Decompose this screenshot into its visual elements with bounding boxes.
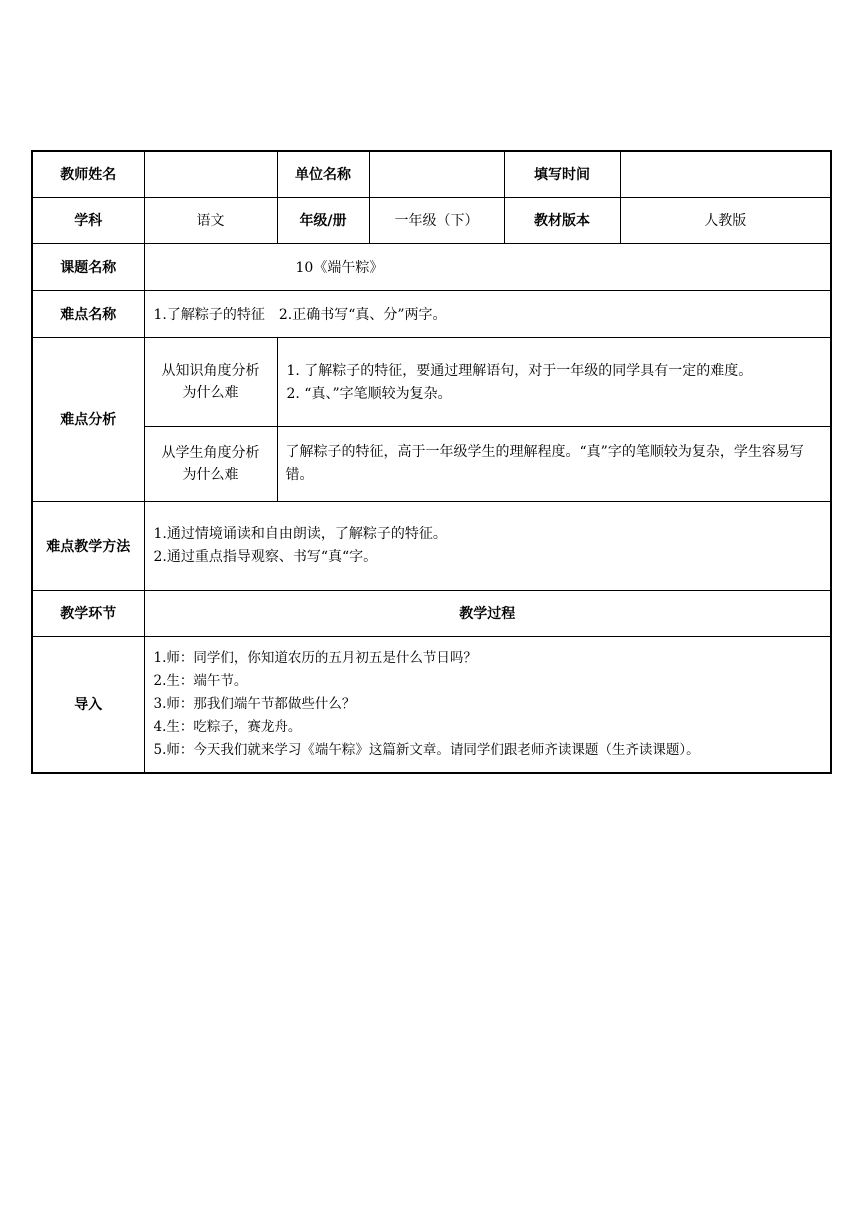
subject-row (32, 197, 831, 243)
method-line: 2.通过重点指导观察、书写“真“字。 (153, 548, 378, 565)
intro-line: 3.师：那我们端午节都做些什么？ (153, 695, 356, 712)
knowledge-question (144, 337, 277, 426)
topic-label: 课题名称 (32, 243, 144, 290)
fill-time-label: 填写时间 (504, 151, 620, 197)
student-question (144, 426, 277, 501)
method-lines (144, 501, 831, 590)
topic-value: 10《端午粽》 (144, 243, 831, 290)
subject-value: 语文 (144, 197, 277, 243)
intro-line: 4.生：吃粽子，赛龙舟。 (153, 718, 302, 735)
intro-label: 导入 (32, 636, 144, 773)
unit-name-label: 单位名称 (277, 151, 369, 197)
knowledge-question-line: 为什么难 (182, 384, 239, 401)
info-row (32, 151, 831, 197)
analysis-student-row (32, 426, 831, 501)
method-line: 1.通过情境诵读和自由朗读，了解粽子的特征。 (153, 525, 447, 542)
knowledge-answer-line: 1. 了解粽子的特征，要通过理解语句，对于一年级的同学具有一定的难度。 (286, 362, 753, 379)
teacher-name-value (144, 151, 277, 197)
difficulty-label: 难点名称 (32, 290, 144, 337)
teacher-name-label: 教师姓名 (32, 151, 144, 197)
intro-row (32, 636, 831, 773)
topic-row (32, 243, 831, 290)
intro-line: 5.师：今天我们就来学习《端午粽》这篇新文章。请同学们跟老师齐读课题（生齐读课题）。 (153, 741, 700, 758)
lesson-plan-table (31, 150, 832, 774)
method-row (32, 501, 831, 590)
analysis-knowledge-row (32, 337, 831, 426)
stage-label: 教学环节 (32, 590, 144, 636)
knowledge-answer-line: 2. “真、”字笔顺较为复杂。 (286, 385, 452, 402)
intro-line: 1.师：同学们，你知道农历的五月初五是什么节日吗？ (153, 649, 477, 666)
student-question-line: 为什么难 (182, 466, 239, 483)
intro-line: 2.生：端午节。 (153, 672, 248, 689)
process-label: 教学过程 (144, 590, 831, 636)
edition-value: 人教版 (620, 197, 831, 243)
unit-name-value (369, 151, 504, 197)
student-question-line: 从学生角度分析 (161, 444, 260, 461)
knowledge-answer (277, 337, 831, 426)
student-answer: 了解粽子的特征，高于一年级学生的理解程度。“真”字的笔顺较为复杂，学生容易写错。 (277, 426, 831, 501)
intro-lines (144, 636, 831, 773)
difficulty-row (32, 290, 831, 337)
grade-label: 年级/册 (277, 197, 369, 243)
fill-time-value (620, 151, 831, 197)
knowledge-question-line: 从知识角度分析 (161, 362, 260, 379)
edition-label: 教材版本 (504, 197, 620, 243)
analysis-label: 难点分析 (32, 337, 144, 501)
process-header-row (32, 590, 831, 636)
subject-label: 学科 (32, 197, 144, 243)
method-label: 难点教学方法 (32, 501, 144, 590)
difficulty-value: 1.了解粽子的特征 2.正确书写“真、分”两字。 (144, 290, 831, 337)
grade-value: 一年级（下） (369, 197, 504, 243)
